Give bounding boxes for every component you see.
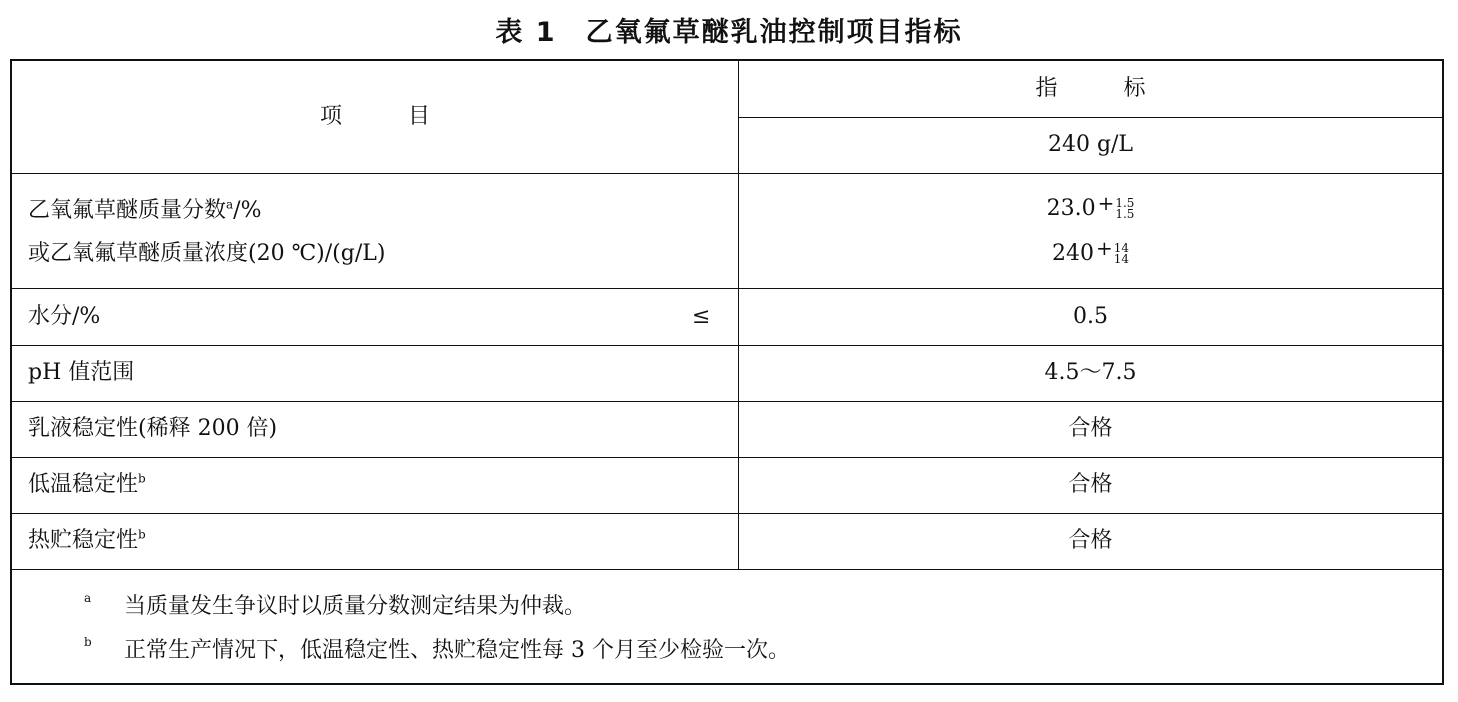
row-concentration-value (738, 236, 1443, 268)
value-upper-tolerance: 14 (1113, 241, 1130, 255)
row-low-temp-label (28, 471, 146, 499)
row-content-unit: /% (233, 198, 262, 223)
row-concentration-label: 或乙氧氟草醚质量浓度(20 ℃)/(g/L) (28, 241, 386, 266)
value-base: 23.0 (1046, 196, 1096, 221)
row-emulsion-value: 合格 (1068, 416, 1113, 441)
value-upper-tolerance: 1.5 (1115, 196, 1135, 210)
row-moisture-value: 0.5 (1073, 304, 1108, 329)
note-marker-b: b (84, 635, 92, 649)
notes-top-line (12, 569, 1443, 570)
footnote-marker-b: b (138, 471, 146, 486)
row-line (12, 288, 1443, 289)
note-a-text: 当质量发生争议时以质量分数测定结果为仲裁。 (124, 594, 587, 619)
header-indicator-label: 指 标 (1035, 76, 1146, 101)
header-subdivider (738, 117, 1443, 118)
row-emulsion-label: 乳液稳定性(稀释 200 倍) (28, 416, 278, 441)
header-spec-label: 240 g/L (1047, 132, 1134, 157)
row-content-value (738, 191, 1443, 223)
row-moisture-label: 水分/% (28, 304, 101, 329)
row-low-temp-label-text: 低温稳定性 (28, 472, 139, 497)
row-heat-storage-value: 合格 (1068, 528, 1113, 553)
row-content-label (28, 197, 262, 225)
header-bottom-line (12, 173, 1443, 174)
row-ph-value: 4.5～7.5 (1044, 360, 1137, 385)
header-item-label: 项 目 (319, 104, 430, 129)
row-line (12, 401, 1443, 402)
less-or-equal-symbol: ≤ (692, 304, 711, 329)
row-low-temp-value: 合格 (1068, 472, 1113, 497)
value-base: 240 (1051, 241, 1094, 266)
row-heat-storage-label (28, 527, 146, 555)
note-marker-a: a (84, 591, 92, 605)
footnote-marker-a: a (226, 197, 234, 212)
row-line (12, 457, 1443, 458)
note-b-text: 正常生产情况下，低温稳定性、热贮稳定性每 3 个月至少检验一次。 (124, 638, 790, 663)
row-content-label-text: 乙氧氟草醚质量分数 (28, 198, 227, 223)
value-lower-tolerance: 1.5 (1115, 207, 1135, 221)
row-ph-label: pH 值范围 (28, 360, 135, 385)
row-line (12, 513, 1443, 514)
footnote-marker-b: b (138, 527, 146, 542)
row-line (12, 345, 1443, 346)
spec-table (10, 59, 1444, 685)
table-caption: 表 1 乙氧氟草醚乳油控制项目指标 (495, 17, 963, 48)
value-lower-tolerance: 14 (1113, 252, 1130, 266)
value-plus-sign: + (1095, 236, 1113, 260)
value-plus-sign: + (1097, 191, 1115, 215)
row-heat-storage-label-text: 热贮稳定性 (28, 528, 139, 553)
